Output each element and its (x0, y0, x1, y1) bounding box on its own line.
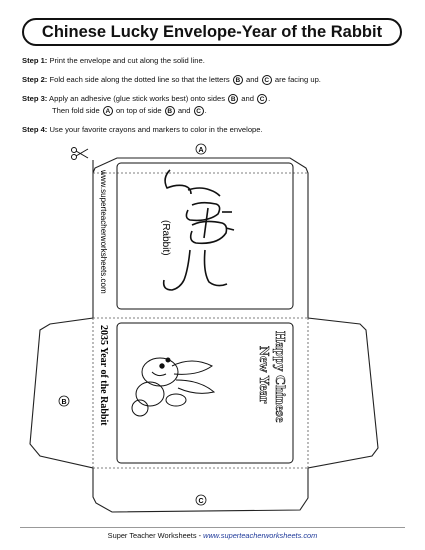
step-text: . (268, 94, 271, 103)
letter-b-circle: B (233, 75, 243, 85)
footer-text: Super Teacher Worksheets - (107, 531, 204, 540)
greeting-line-2: New Year (256, 346, 271, 404)
step-text: are facing up. (274, 75, 321, 84)
letter-a-circle: A (103, 106, 113, 116)
step-text: . (204, 106, 207, 115)
step-text: Print the envelope and cut along the solid line. (49, 56, 205, 65)
step-label: Step 4: (22, 125, 48, 134)
svg-text:C: C (198, 498, 204, 505)
flap-b-label (59, 396, 69, 406)
step-label: Step 3: (22, 94, 48, 103)
page-title: Chinese Lucky Envelope-Year of the Rabbit (41, 22, 383, 41)
fold-lines (93, 173, 308, 468)
step-text: and (241, 94, 254, 103)
rabbit-character (164, 170, 234, 290)
cut-line (30, 158, 378, 512)
step-label: Step 2: (22, 75, 48, 84)
footer-link[interactable]: www.superteacherworksheets.com (203, 531, 318, 540)
greeting-line-1: Happy Chinese (272, 331, 287, 423)
flap-c-label (196, 495, 206, 505)
step-text: and (245, 75, 259, 84)
step-label: Step 1: (22, 56, 48, 65)
step-text: Fold each side along the dotted line so that the letters (49, 75, 230, 84)
letter-c-circle: C (194, 106, 204, 116)
step-text: Then fold side (52, 106, 100, 115)
letter-c-circle: C (257, 94, 267, 104)
step-text: and (177, 106, 191, 115)
footer (0, 531, 425, 540)
flap-a-label (196, 144, 206, 154)
letter-b-circle: B (228, 94, 238, 104)
rabbit-illustration (132, 358, 214, 416)
letter-b-circle: B (165, 106, 175, 116)
step-text: Apply an adhesive (glue stick works best) onto sides (49, 94, 226, 103)
scissors-icon (72, 148, 89, 160)
step-text: Use your favorite crayons and markers to color in the envelope. (49, 125, 263, 134)
year-text: 2035 Year of the Rabbit (98, 325, 109, 426)
letter-c-circle: C (262, 75, 272, 85)
step-text: on top of side (115, 106, 162, 115)
svg-text:B: B (61, 399, 67, 406)
character-caption: (Rabbit) (160, 220, 171, 256)
footer-rule (20, 527, 405, 528)
vertical-url: www.superteacherworksheets.com (99, 170, 108, 294)
svg-text:A: A (198, 147, 204, 154)
